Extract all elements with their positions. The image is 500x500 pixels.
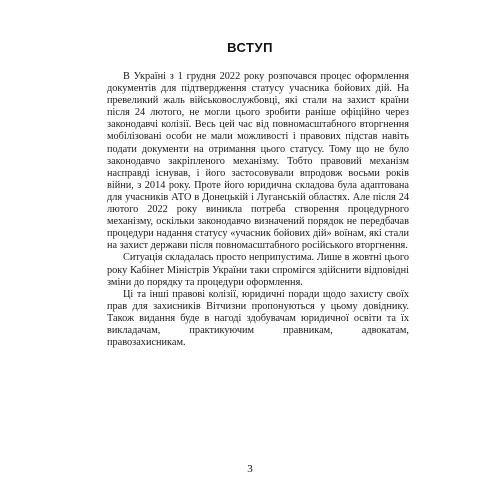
- page-number: 3: [247, 463, 253, 475]
- body-text: [107, 71, 409, 349]
- paragraph-3: Ці та інші правові колізії, юридичні поради щодо захисту своїх прав для захисників Вітчизни пропонуються у цьому довіднику. Також видання буде в нагоді здобувачам юридичної освіти та їх викладачам, практикуючим правникам, адвокатам, правозахисникам.: [107, 288, 409, 349]
- paragraph-1: В Україні з 1 грудня 2022 року розпочався процес оформлення документів для підтвердження статусу учасника бойових дій. На превеликий жаль військовослужбовці, які стали на захист країни після 24 лютого, не могли цього зробити раніше офіційно через законодавчі колізії. Весь цей час від повномасштабного вторгнення мобілізовані особи не мали можливості і правових підстав навіть подати документи на отримання цього статусу. Тому що не було законодавчо закріпленого механізму. Тобто правовий механізм насправді існував, і його застосовували впродовж восьми років війни, з 2014 року. Проте його юридична складова була адаптована для учасників АТО в Донецькій і Луганській областях. Але після 24 лютого 2022 року виникла потреба створення процедурного механізму, оскільки законодавчо визначений порядок не передбачав процедури надання статусу «учасник бойових дій» воїнам, які стали на захист держави після повномасштабного російського вторгнення.: [107, 71, 409, 252]
- page-title: ВСТУП: [227, 40, 273, 55]
- paragraph-2: Ситуація складалась просто неприпустима. Лише в жовтні цього року Кабінет Міністрів України таки спромігся здійснити відповідні зміни до порядку та процедури оформлення.: [107, 252, 409, 288]
